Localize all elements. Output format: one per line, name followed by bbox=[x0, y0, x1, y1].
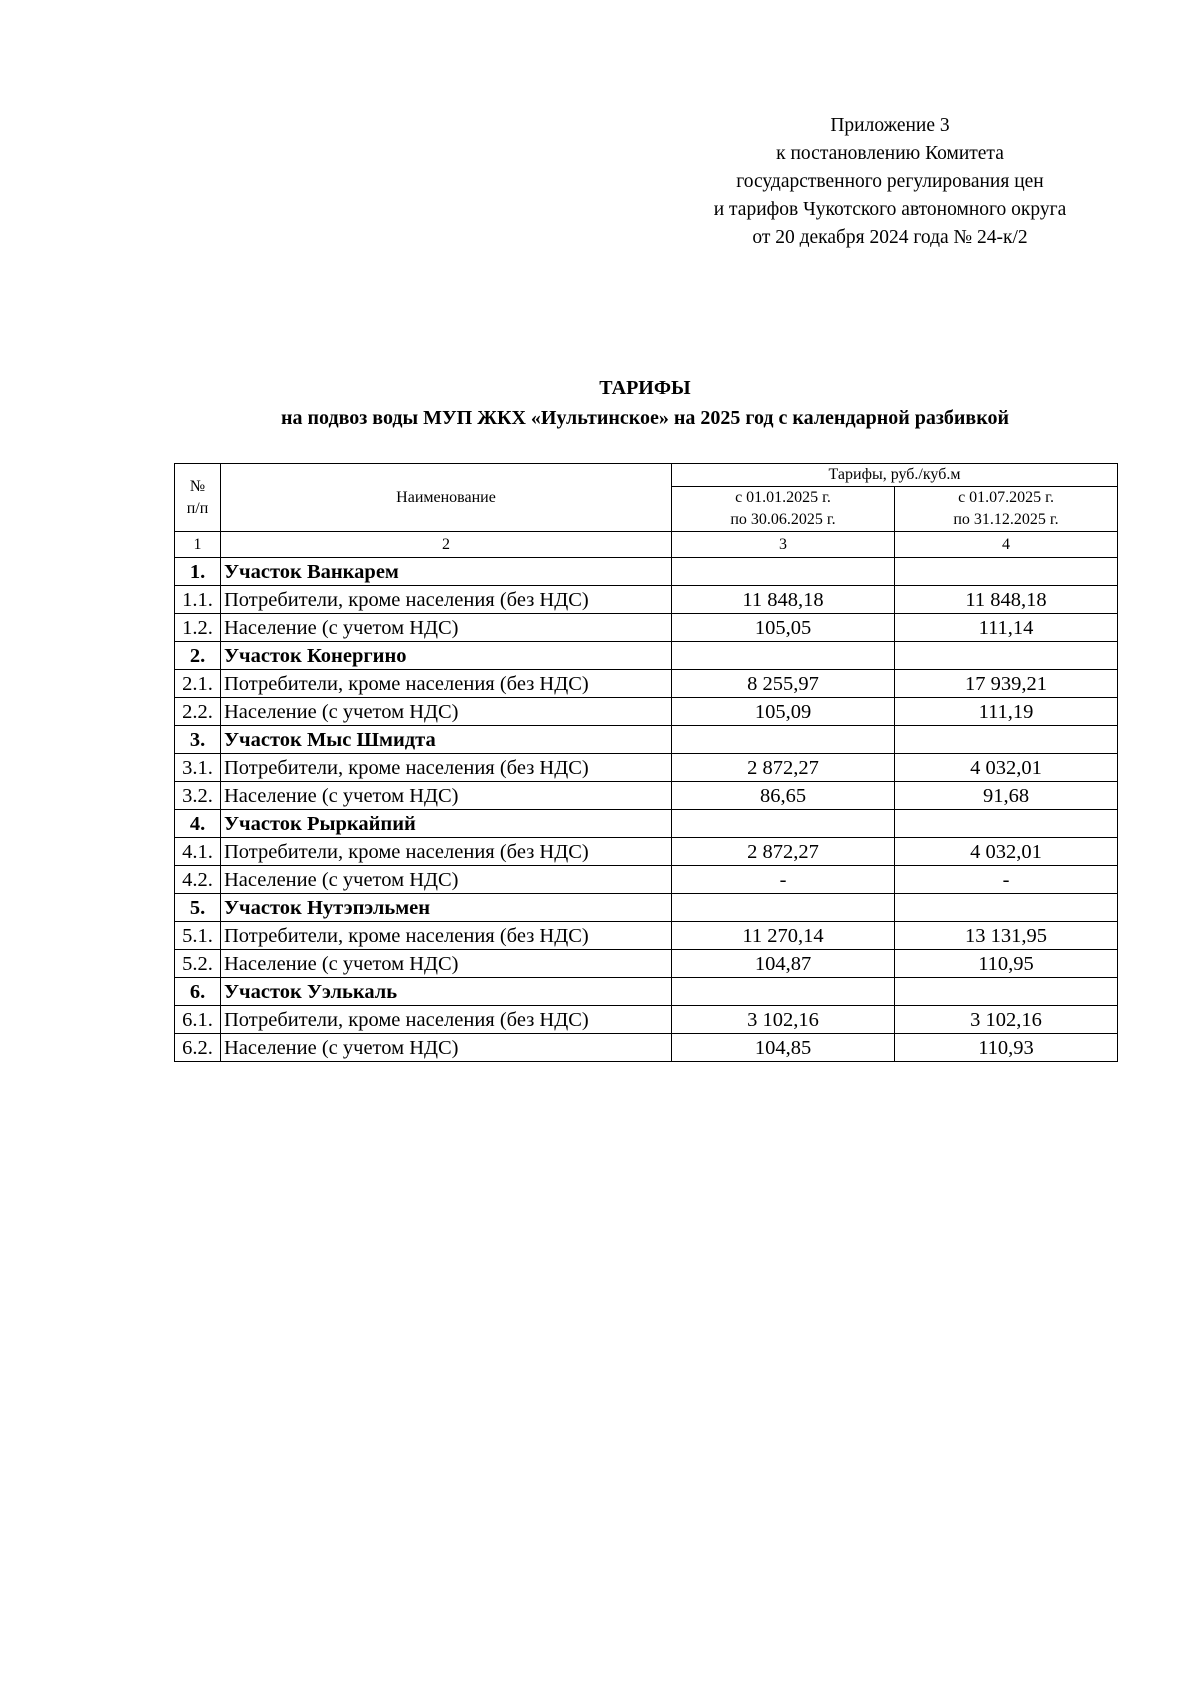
appendix-line: государственного регулирования цен bbox=[736, 171, 1044, 192]
tariff-period-2: 17 939,21 bbox=[895, 670, 1118, 698]
tariff-period-1: 2 872,27 bbox=[672, 754, 895, 782]
row-number: 5.2. bbox=[175, 950, 221, 978]
tariff-period-1 bbox=[672, 978, 895, 1006]
row-number: 6.2. bbox=[175, 1034, 221, 1062]
row-name: Потребители, кроме населения (без НДС) bbox=[221, 1006, 672, 1034]
tariff-period-2 bbox=[895, 726, 1118, 754]
tariff-period-1: 11 848,18 bbox=[672, 586, 895, 614]
section-row bbox=[175, 978, 1118, 1006]
tariff-period-1: - bbox=[672, 866, 895, 894]
column-index: 1 bbox=[175, 532, 221, 558]
period-1-end: по 30.06.2025 г. bbox=[730, 511, 836, 528]
table-row bbox=[175, 670, 1118, 698]
header-tariffs: Тарифы, руб./куб.м bbox=[672, 464, 1118, 487]
row-number: 5.1. bbox=[175, 922, 221, 950]
row-number: 6. bbox=[175, 978, 221, 1006]
header-num-abbr: п/п bbox=[186, 499, 209, 517]
tariff-period-1 bbox=[672, 558, 895, 586]
row-name: Участок Ванкарем bbox=[221, 558, 672, 586]
section-row bbox=[175, 726, 1118, 754]
row-name: Население (с учетом НДС) bbox=[221, 782, 672, 810]
row-name: Население (с учетом НДС) bbox=[221, 866, 672, 894]
row-name: Потребители, кроме населения (без НДС) bbox=[221, 586, 672, 614]
column-index: 2 bbox=[221, 532, 672, 558]
row-number: 2.2. bbox=[175, 698, 221, 726]
tariff-period-2 bbox=[895, 558, 1118, 586]
row-name: Участок Нутэпэльмен bbox=[221, 894, 672, 922]
tariff-period-2: 4 032,01 bbox=[895, 754, 1118, 782]
header-period-1 bbox=[672, 487, 895, 532]
tariff-period-1: 86,65 bbox=[672, 782, 895, 810]
row-number: 3.2. bbox=[175, 782, 221, 810]
tariff-period-2: 111,19 bbox=[895, 698, 1118, 726]
tariff-period-2 bbox=[895, 810, 1118, 838]
table-row bbox=[175, 782, 1118, 810]
section-row bbox=[175, 558, 1118, 586]
period-2-end: по 31.12.2025 г. bbox=[953, 511, 1059, 528]
tariff-period-2: 110,93 bbox=[895, 1034, 1118, 1062]
appendix-line: Приложение 3 bbox=[830, 115, 950, 136]
row-number: 5. bbox=[175, 894, 221, 922]
document-title bbox=[160, 373, 1130, 433]
column-index: 3 bbox=[672, 532, 895, 558]
header-name: Наименование bbox=[221, 464, 672, 532]
row-name: Потребители, кроме населения (без НДС) bbox=[221, 754, 672, 782]
tariff-period-1: 8 255,97 bbox=[672, 670, 895, 698]
row-name: Участок Уэлькаль bbox=[221, 978, 672, 1006]
tariff-period-2 bbox=[895, 642, 1118, 670]
tariff-period-1: 2 872,27 bbox=[672, 838, 895, 866]
row-number: 3.1. bbox=[175, 754, 221, 782]
row-number: 1.2. bbox=[175, 614, 221, 642]
row-name: Потребители, кроме населения (без НДС) bbox=[221, 922, 672, 950]
tariff-period-1 bbox=[672, 810, 895, 838]
row-name: Население (с учетом НДС) bbox=[221, 698, 672, 726]
header-period-2 bbox=[895, 487, 1118, 532]
period-2-start: с 01.07.2025 г. bbox=[958, 489, 1054, 506]
row-number: 6.1. bbox=[175, 1006, 221, 1034]
table-row bbox=[175, 838, 1118, 866]
tariff-period-2: 110,95 bbox=[895, 950, 1118, 978]
tariff-period-2 bbox=[895, 894, 1118, 922]
tariff-period-1: 105,09 bbox=[672, 698, 895, 726]
table-row bbox=[175, 866, 1118, 894]
section-row bbox=[175, 810, 1118, 838]
tariff-period-2 bbox=[895, 978, 1118, 1006]
title-main: ТАРИФЫ bbox=[599, 377, 691, 399]
tariff-period-1: 11 270,14 bbox=[672, 922, 895, 950]
row-number: 2.1. bbox=[175, 670, 221, 698]
row-name: Потребители, кроме населения (без НДС) bbox=[221, 838, 672, 866]
tariff-period-1 bbox=[672, 894, 895, 922]
row-name: Участок Конергино bbox=[221, 642, 672, 670]
table-row bbox=[175, 754, 1118, 782]
table-row bbox=[175, 698, 1118, 726]
appendix-block bbox=[640, 112, 1140, 252]
row-number: 2. bbox=[175, 642, 221, 670]
row-name: Участок Рыркайпий bbox=[221, 810, 672, 838]
row-number: 1.1. bbox=[175, 586, 221, 614]
row-name: Потребители, кроме населения (без НДС) bbox=[221, 670, 672, 698]
table-row bbox=[175, 1006, 1118, 1034]
row-name: Участок Мыс Шмидта bbox=[221, 726, 672, 754]
tariff-period-2: - bbox=[895, 866, 1118, 894]
table-body bbox=[175, 558, 1118, 1062]
row-name: Население (с учетом НДС) bbox=[221, 950, 672, 978]
table-header bbox=[175, 464, 1118, 558]
tariff-period-2: 91,68 bbox=[895, 782, 1118, 810]
row-number: 4.2. bbox=[175, 866, 221, 894]
row-number: 4.1. bbox=[175, 838, 221, 866]
appendix-line: к постановлению Комитета bbox=[776, 143, 1004, 164]
section-row bbox=[175, 642, 1118, 670]
appendix-line: от 20 декабря 2024 года № 24-к/2 bbox=[752, 227, 1028, 248]
column-index: 4 bbox=[895, 532, 1118, 558]
tariff-period-1: 104,87 bbox=[672, 950, 895, 978]
table-row bbox=[175, 950, 1118, 978]
table-row bbox=[175, 922, 1118, 950]
table-row bbox=[175, 1034, 1118, 1062]
tariff-period-2: 111,14 bbox=[895, 614, 1118, 642]
row-number: 4. bbox=[175, 810, 221, 838]
tariff-period-1 bbox=[672, 726, 895, 754]
title-subtitle: на подвоз воды МУП ЖКХ «Иультинское» на 2025 год с календарной разбивкой bbox=[280, 407, 1010, 429]
appendix-line: и тарифов Чукотского автономного округа bbox=[713, 199, 1067, 220]
tariff-period-2: 4 032,01 bbox=[895, 838, 1118, 866]
header-num bbox=[175, 464, 221, 532]
header-num-symbol: № bbox=[189, 477, 206, 495]
tariff-period-1: 104,85 bbox=[672, 1034, 895, 1062]
row-number: 1. bbox=[175, 558, 221, 586]
row-name: Население (с учетом НДС) bbox=[221, 614, 672, 642]
period-1-start: с 01.01.2025 г. bbox=[735, 489, 831, 506]
table-row bbox=[175, 586, 1118, 614]
tariff-period-1: 3 102,16 bbox=[672, 1006, 895, 1034]
tariff-period-2: 3 102,16 bbox=[895, 1006, 1118, 1034]
column-index-row bbox=[175, 532, 1118, 558]
row-number: 3. bbox=[175, 726, 221, 754]
tariff-period-1 bbox=[672, 642, 895, 670]
tariff-period-2: 11 848,18 bbox=[895, 586, 1118, 614]
section-row bbox=[175, 894, 1118, 922]
table-row bbox=[175, 614, 1118, 642]
tariff-period-2: 13 131,95 bbox=[895, 922, 1118, 950]
tariff-period-1: 105,05 bbox=[672, 614, 895, 642]
tariffs-table bbox=[174, 463, 1118, 1062]
row-name: Население (с учетом НДС) bbox=[221, 1034, 672, 1062]
